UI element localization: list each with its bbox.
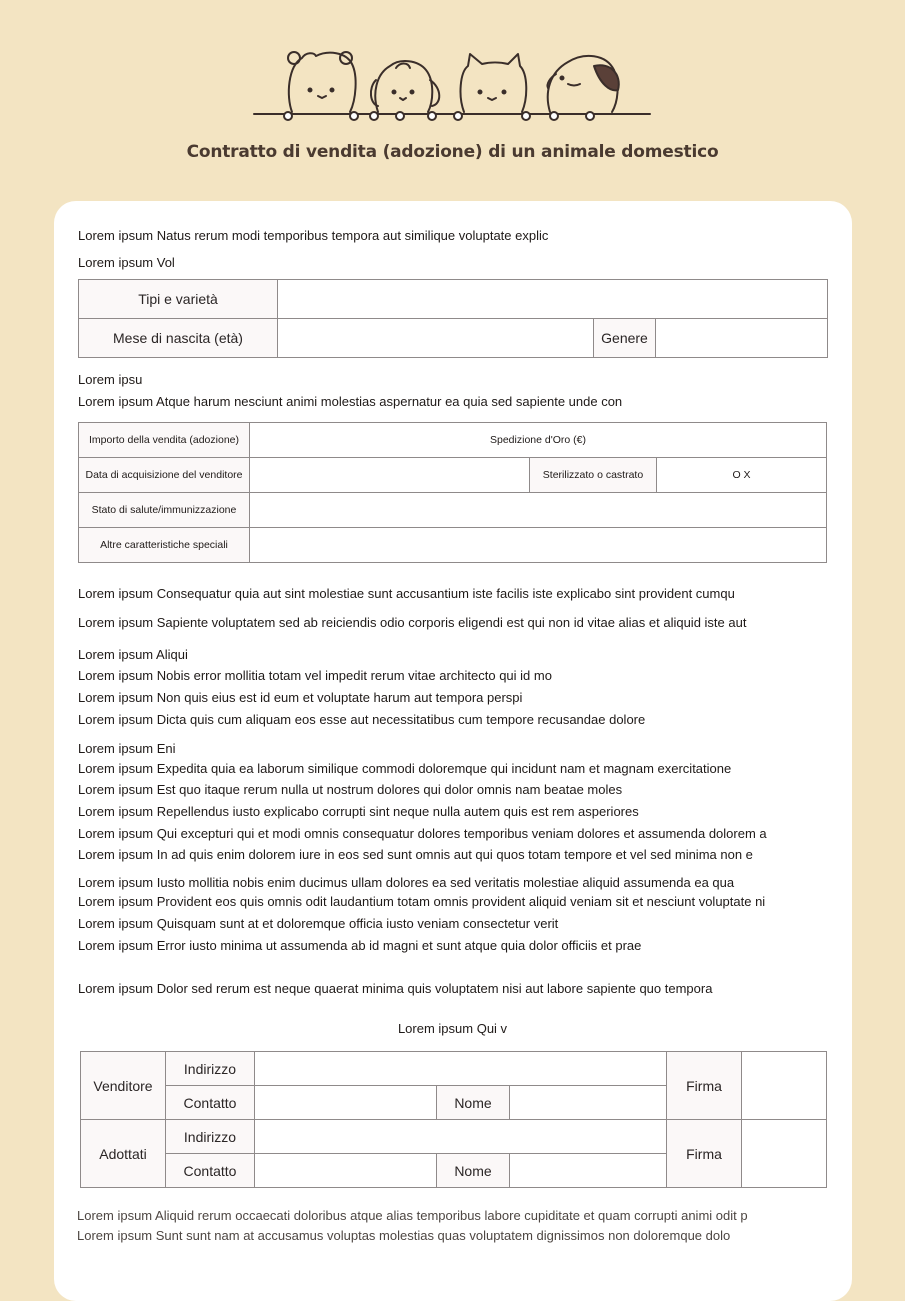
birth-label: Mese di nascita (età) (79, 319, 278, 358)
special-features-label: Altre caratteristiche speciali (79, 528, 250, 563)
seller-address-label: Indirizzo (166, 1052, 255, 1086)
section-line: Lorem ipsu (78, 372, 143, 387)
section-line: Lorem ipsum Atque harum nesciunt animi molestias aspernatur ea quia sed sapiente unde con (78, 394, 623, 409)
seller-signature-label: Firma (667, 1052, 742, 1120)
gender-field[interactable] (656, 319, 828, 358)
paragraph: Lorem ipsum Dicta quis cum aliquam eos esse aut necessitatibus cum tempore recusandae dolore (78, 712, 646, 727)
paragraph: Lorem ipsum Provident eos quis omnis odit laudantium totam omnis provident aliquid veniam sit et nesciunt voluptate ni (78, 894, 766, 909)
seller-contact-field[interactable] (255, 1086, 437, 1120)
footer-line: Lorem ipsum Sunt sunt nam at accusamus voluptas molestias quas voluptatem dignissimos non doloremque dolo (77, 1228, 731, 1243)
adopter-contact-field[interactable] (255, 1154, 437, 1188)
seller-name-label: Nome (437, 1086, 510, 1120)
paragraph: Lorem ipsum Expedita quia ea laborum similique commodi doloremque qui incidunt nam et magnam exercitatione (78, 761, 732, 776)
seller-contact-label: Contatto (166, 1086, 255, 1120)
adopter-address-field[interactable] (255, 1120, 667, 1154)
paragraph: Lorem ipsum Sapiente voluptatem sed ab reiciendis odio corporis eligendi est qui non id vitae alias et aliquid iste aut (78, 615, 747, 630)
paragraph: Lorem ipsum Aliqui (78, 647, 188, 662)
seller-signature-field[interactable] (742, 1052, 827, 1120)
acquisition-date-label: Data di acquisizione del venditore (79, 458, 250, 493)
intro-line: Lorem ipsum Vol (78, 255, 175, 270)
cat-icon (461, 54, 527, 112)
health-label: Stato di salute/immunizzazione (79, 493, 250, 528)
adopter-signature-label: Firma (667, 1120, 742, 1188)
page-title: Contratto di vendita (adozione) di un animale domestico (186, 142, 719, 162)
adopter-name-field[interactable] (510, 1154, 667, 1188)
type-field[interactable] (278, 280, 828, 319)
amount-label: Importo della vendita (adozione) (79, 423, 250, 458)
signatures-table (80, 1051, 827, 1188)
birth-field[interactable] (278, 319, 594, 358)
dog-curly-icon (375, 61, 432, 112)
acquisition-date-field[interactable] (250, 458, 530, 493)
intro-line: Lorem ipsum Natus rerum modi temporibus tempora aut similique voluptate explic (78, 228, 549, 243)
paragraph: Lorem ipsum Iusto mollitia nobis enim ducimus ullam dolores ea sed veritatis molestiae aliquid assumenda ea qua (78, 875, 735, 890)
sterilized-label: Sterilizzato o castrato (530, 458, 657, 493)
paragraph: Lorem ipsum Dolor sed rerum est neque quaerat minima quis voluptatem nisi aut labore sapiente quo tempora (78, 981, 713, 996)
paragraph: Lorem ipsum Error iusto minima ut assumenda ab id magni et sunt atque quia dolor officiis et prae (78, 938, 642, 953)
sale-info-table (78, 422, 827, 563)
paragraph: Lorem ipsum Non quis eius est id eum et voluptate harum aut tempora perspi (78, 690, 523, 705)
date-line: Lorem ipsum Qui v (397, 1021, 508, 1036)
paragraph: Lorem ipsum Consequatur quia aut sint molestiae sunt accusantium iste facilis iste explicabo sint provident cumqu (78, 586, 735, 601)
footer-line: Lorem ipsum Aliquid rerum occaecati doloribus atque alias temporibus labore cupiditate et quam corrupti animi odit p (77, 1208, 748, 1223)
paragraph: Lorem ipsum Est quo itaque rerum nulla ut nostrum dolores qui dolor omnis nam beatae moles (78, 782, 623, 797)
gender-label: Genere (594, 319, 656, 358)
adopter-address-label: Indirizzo (166, 1120, 255, 1154)
pets-illustration (250, 44, 655, 124)
pet-info-table (78, 279, 828, 358)
paragraph: Lorem ipsum Repellendus iusto explicabo corrupti sint neque nulla autem quis est rem asperiores (78, 804, 639, 819)
health-field[interactable] (250, 493, 827, 528)
seller-address-field[interactable] (255, 1052, 667, 1086)
sterilized-field[interactable]: O X (657, 458, 827, 493)
paragraph: Lorem ipsum In ad quis enim dolorem iure in eos sed sunt omnis aut qui quos totam tempore et vel sed minima non e (78, 847, 753, 862)
amount-field[interactable]: Spedizione d'Oro (€) (250, 423, 827, 458)
paragraph: Lorem ipsum Eni (78, 741, 176, 756)
type-label: Tipi e varietà (79, 280, 278, 319)
paragraph: Lorem ipsum Qui excepturi qui et modi omnis consequatur dolores temporibus veniam dolores et assumenda dolorem a (78, 826, 767, 841)
adopter-name-label: Nome (437, 1154, 510, 1188)
seller-name-field[interactable] (510, 1086, 667, 1120)
paragraph: Lorem ipsum Nobis error mollitia totam vel impedit rerum vitae architecto qui id mo (78, 668, 552, 683)
adopter-label: Adottati (81, 1120, 166, 1188)
seller-label: Venditore (81, 1052, 166, 1120)
adopter-signature-field[interactable] (742, 1120, 827, 1188)
special-features-field[interactable] (250, 528, 827, 563)
paragraph: Lorem ipsum Quisquam sunt at et doloremque officia iusto veniam consectetur verit (78, 916, 559, 931)
adopter-contact-label: Contatto (166, 1154, 255, 1188)
